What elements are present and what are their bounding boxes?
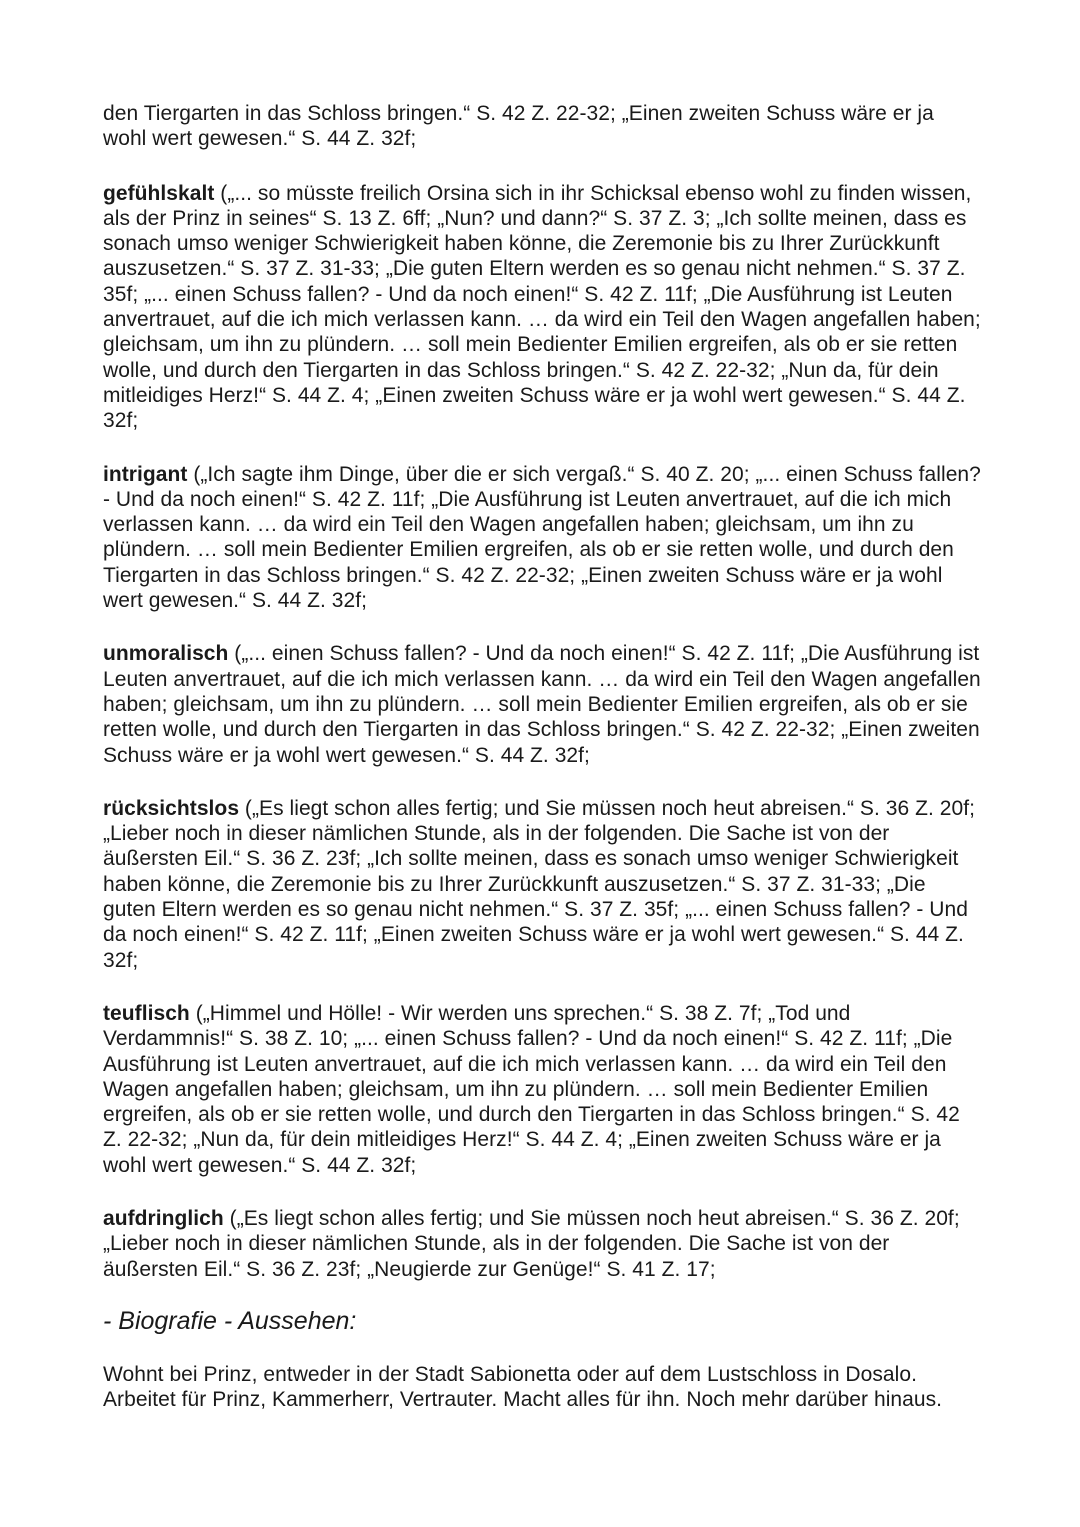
entry-text: („Es liegt schon alles fertig; und Sie müssen noch heut abreisen.“ S. 36 Z. 20f; „Lieber noch in dieser nämlichen Stunde, als in der folgenden. Die Sache ist von der äußersten Eil.“ S. 36 Z. 23f; „Neugierde zur Genüge!“ S. 41 Z. 17; <box>103 1206 960 1281</box>
entry-gefuehlskalt <box>103 181 983 434</box>
entry-term: unmoralisch <box>103 642 229 666</box>
entry-aufdringlich <box>103 1206 983 1282</box>
document-page <box>103 101 983 1440</box>
biography-paragraph: Wohnt bei Prinz, entweder in der Stadt Sabionetta oder auf dem Lustschloss in Dosalo. Arbeitet für Prinz, Kammerherr, Vertrauter. Macht alles für ihn. Noch mehr darüber hinaus. <box>103 1362 943 1412</box>
entry-text: („Es liegt schon alles fertig; und Sie müssen noch heut abreisen.“ S. 36 Z. 20f; „Lieber noch in dieser nämlichen Stunde, als in der folgenden. Die Sache ist von der äußersten Eil.“ S. 36 Z. 23f; „Ich sollte meinen, dass es sonach umso weniger Schwierigkeit haben könne, die Zeremonie bis zu Ihrer Zurückkunft auszusetzen.“ S. 37 Z. 31-33; „Die guten Eltern werden es so genau nicht nehmen.“ S. 37 Z. 35f; „... einen Schuss fallen? - Und da noch einen!“ S. 42 Z. 11f; „Einen zweiten Schuss wäre er ja wohl wert gewesen.“ S. 44 Z. 32f; <box>103 796 975 972</box>
entry-term: intrigant <box>103 462 188 486</box>
entry-term: gefühlskalt <box>103 181 215 205</box>
entry-term: rücksichtslos <box>103 796 240 820</box>
entry-text: („Himmel und Hölle! - Wir werden uns sprechen.“ S. 38 Z. 7f; „Tod und Verdammnis!“ S. 38 Z. 10; „... einen Schuss fallen? - Und da noch einen!“ S. 42 Z. 11f; „Die Ausführung ist Leuten anvertrauet, auf die ich mich verlassen kann. … da wird ein Teil den Wagen angefallen haben; gleichsam, um ihn zu plündern. … soll mein Bedienter Emilien ergreifen, als ob er sie retten wolle, und durch den Tiergarten in das Schloss bringen.“ S. 42 Z. 22-32; „Nun da, für dein mitleidiges Herz!“ S. 44 Z. 4; „Einen zweiten Schuss wäre er ja wohl wert gewesen.“ S. 44 Z. 32f; <box>103 1001 960 1177</box>
entry-term: aufdringlich <box>103 1206 224 1230</box>
entry-intrigant <box>103 462 983 614</box>
entry-unmoralisch <box>103 641 983 767</box>
entry-teuflisch <box>103 1001 983 1178</box>
entry-text: („... einen Schuss fallen? - Und da noch einen!“ S. 42 Z. 11f; „Die Ausführung ist Leuten anvertrauet, auf die ich mich verlassen kann. … da wird ein Teil den Wagen angefallen haben; gleichsam, um ihn zu plündern. … soll mein Bedienter Emilien ergreifen, als ob er sie retten wolle, und durch den Tiergarten in das Schloss bringen.“ S. 42 Z. 22-32; „Einen zweiten Schuss wäre er ja wohl wert gewesen.“ S. 44 Z. 32f; <box>103 642 981 767</box>
entry-text: („Ich sagte ihm Dinge, über die er sich vergaß.“ S. 40 Z. 20; „... einen Schuss fallen? - Und da noch einen!“ S. 42 Z. 11f; „Die Ausführung ist Leuten anvertrauet, auf die ich mich verlassen kann. … da wird ein Teil den Wagen angefallen haben; gleichsam, um ihn zu plündern. … soll mein Bedienter Emilien ergreifen, als ob er sie retten wolle, und durch den Tiergarten in das Schloss bringen.“ S. 42 Z. 22-32; „Einen zweiten Schuss wäre er ja wohl wert gewesen.“ S. 44 Z. 32f; <box>103 462 981 613</box>
entry-text: („... so müsste freilich Orsina sich in ihr Schicksal ebenso wohl zu finden wissen, als der Prinz in seines“ S. 13 Z. 6ff; „Nun? und dann?“ S. 37 Z. 3; „Ich sollte meinen, dass es sonach umso weniger Schwierigkeit haben könne, die Zeremonie bis zu Ihrer Zurückkunft auszusetzen.“ S. 37 Z. 31-33; „Die guten Eltern werden es so genau nicht nehmen.“ S. 37 Z. 35f; „... einen Schuss fallen? - Und da noch einen!“ S. 42 Z. 11f; „Die Ausführung ist Leuten anvertrauet, auf die ich mich verlassen kann. … da wird ein Teil den Wagen angefallen haben; gleichsam, um ihn zu plündern. … soll mein Bedienter Emilien ergreifen, als ob er sie retten wolle, und durch den Tiergarten in das Schloss bringen.“ S. 42 Z. 22-32; „Nun da, für dein mitleidiges Herz!“ S. 44 Z. 4; „Einen zweiten Schuss wäre er ja wohl wert gewesen.“ S. 44 Z. 32f; <box>103 181 981 433</box>
continuation-paragraph: den Tiergarten in das Schloss bringen.“ S. 42 Z. 22-32; „Einen zweiten Schuss wäre er ja wohl wert gewesen.“ S. 44 Z. 32f; <box>103 102 934 151</box>
entry-ruecksichtslos <box>103 796 983 973</box>
section-heading: - Biografie - Aussehen: <box>103 1306 357 1335</box>
entry-term: teuflisch <box>103 1001 190 1025</box>
